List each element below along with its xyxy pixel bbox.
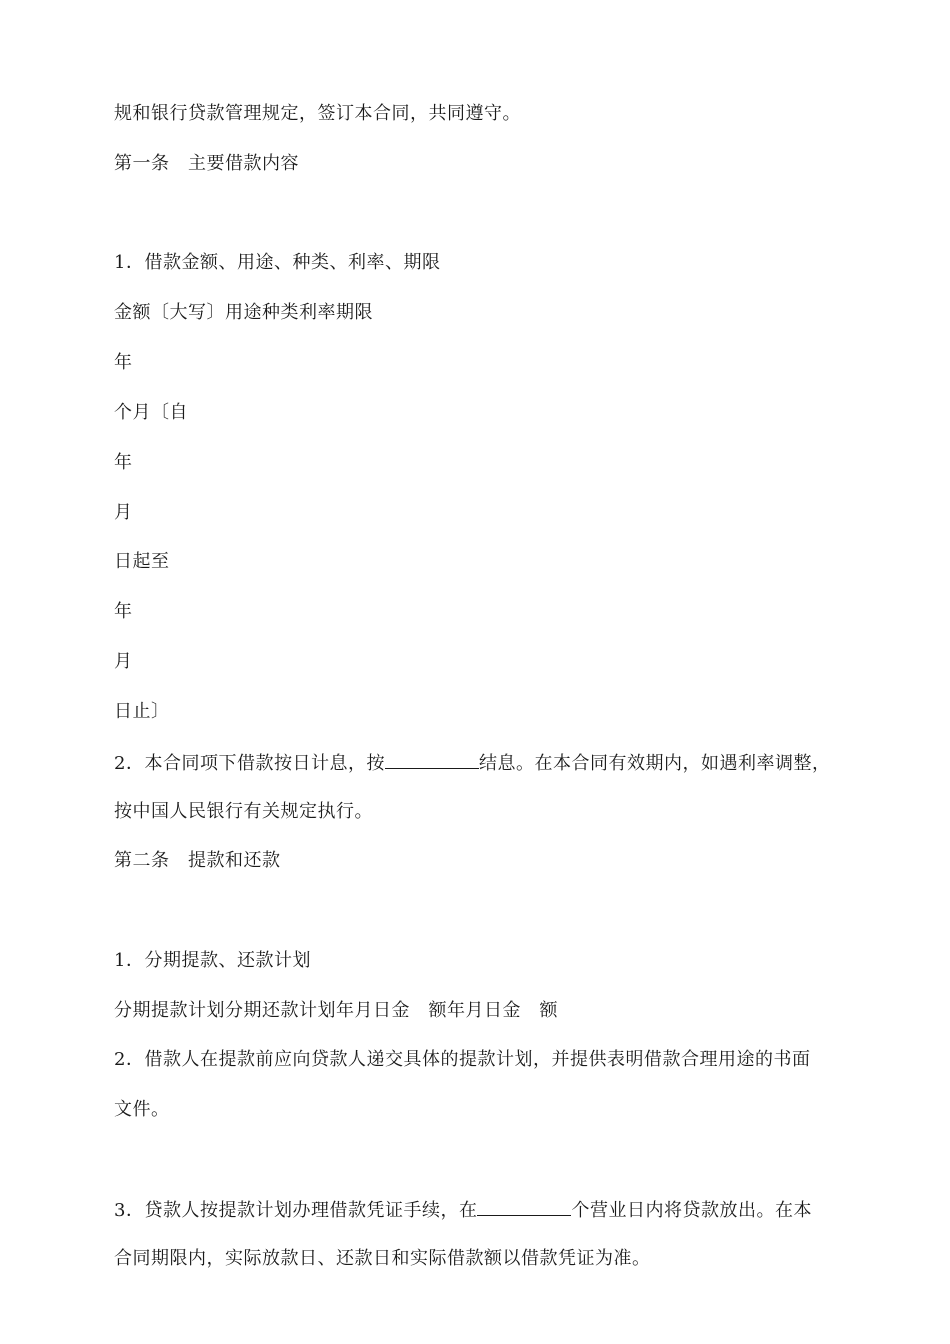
- text-line: 按中国人民银行有关规定执行。: [114, 801, 373, 822]
- article-heading: 第二条 提款和还款: [114, 850, 281, 871]
- text-line: 日止〕: [114, 701, 170, 722]
- clause-text: 结息。在本合同有效期内，如遇利率调整，: [478, 753, 831, 774]
- clause-item: 1．分期提款、还款计划: [114, 950, 311, 971]
- clause-text: 3．贷款人按提款计划办理借款凭证手续，在: [114, 1200, 478, 1221]
- text-line: 年: [114, 452, 133, 473]
- clause-item: [114, 1197, 812, 1223]
- text-line: 年: [114, 601, 133, 622]
- text-line: 月: [114, 502, 133, 523]
- text-line: 文件。: [114, 1099, 170, 1120]
- clause-text: 个营业日内将贷款放出。在本: [571, 1200, 812, 1221]
- text-line: 合同期限内，实际放款日、还款日和实际借款额以借款凭证为准。: [114, 1248, 651, 1269]
- text-line: 日起至: [114, 551, 170, 572]
- clause-item: 2．借款人在提款前应向贷款人递交具体的提款计划，并提供表明借款合理用途的书面: [114, 1049, 811, 1070]
- clause-item: 1．借款金额、用途、种类、利率、期限: [114, 252, 441, 273]
- table-header: 金额〔大写〕用途种类利率期限: [114, 302, 373, 323]
- clause-item: [114, 750, 830, 776]
- text-line: 月: [114, 651, 133, 672]
- article-heading: 第一条 主要借款内容: [114, 153, 299, 174]
- fill-blank: [477, 1197, 571, 1216]
- table-header: 分期提款计划分期还款计划年月日金 额年月日金 额: [114, 1000, 558, 1021]
- text-line: 规和银行贷款管理规定，签订本合同，共同遵守。: [114, 103, 521, 124]
- clause-text: 2．本合同项下借款按日计息，按: [114, 753, 385, 774]
- fill-blank: [385, 750, 479, 769]
- text-line: 个月〔自: [114, 402, 188, 423]
- text-line: 年: [114, 352, 133, 373]
